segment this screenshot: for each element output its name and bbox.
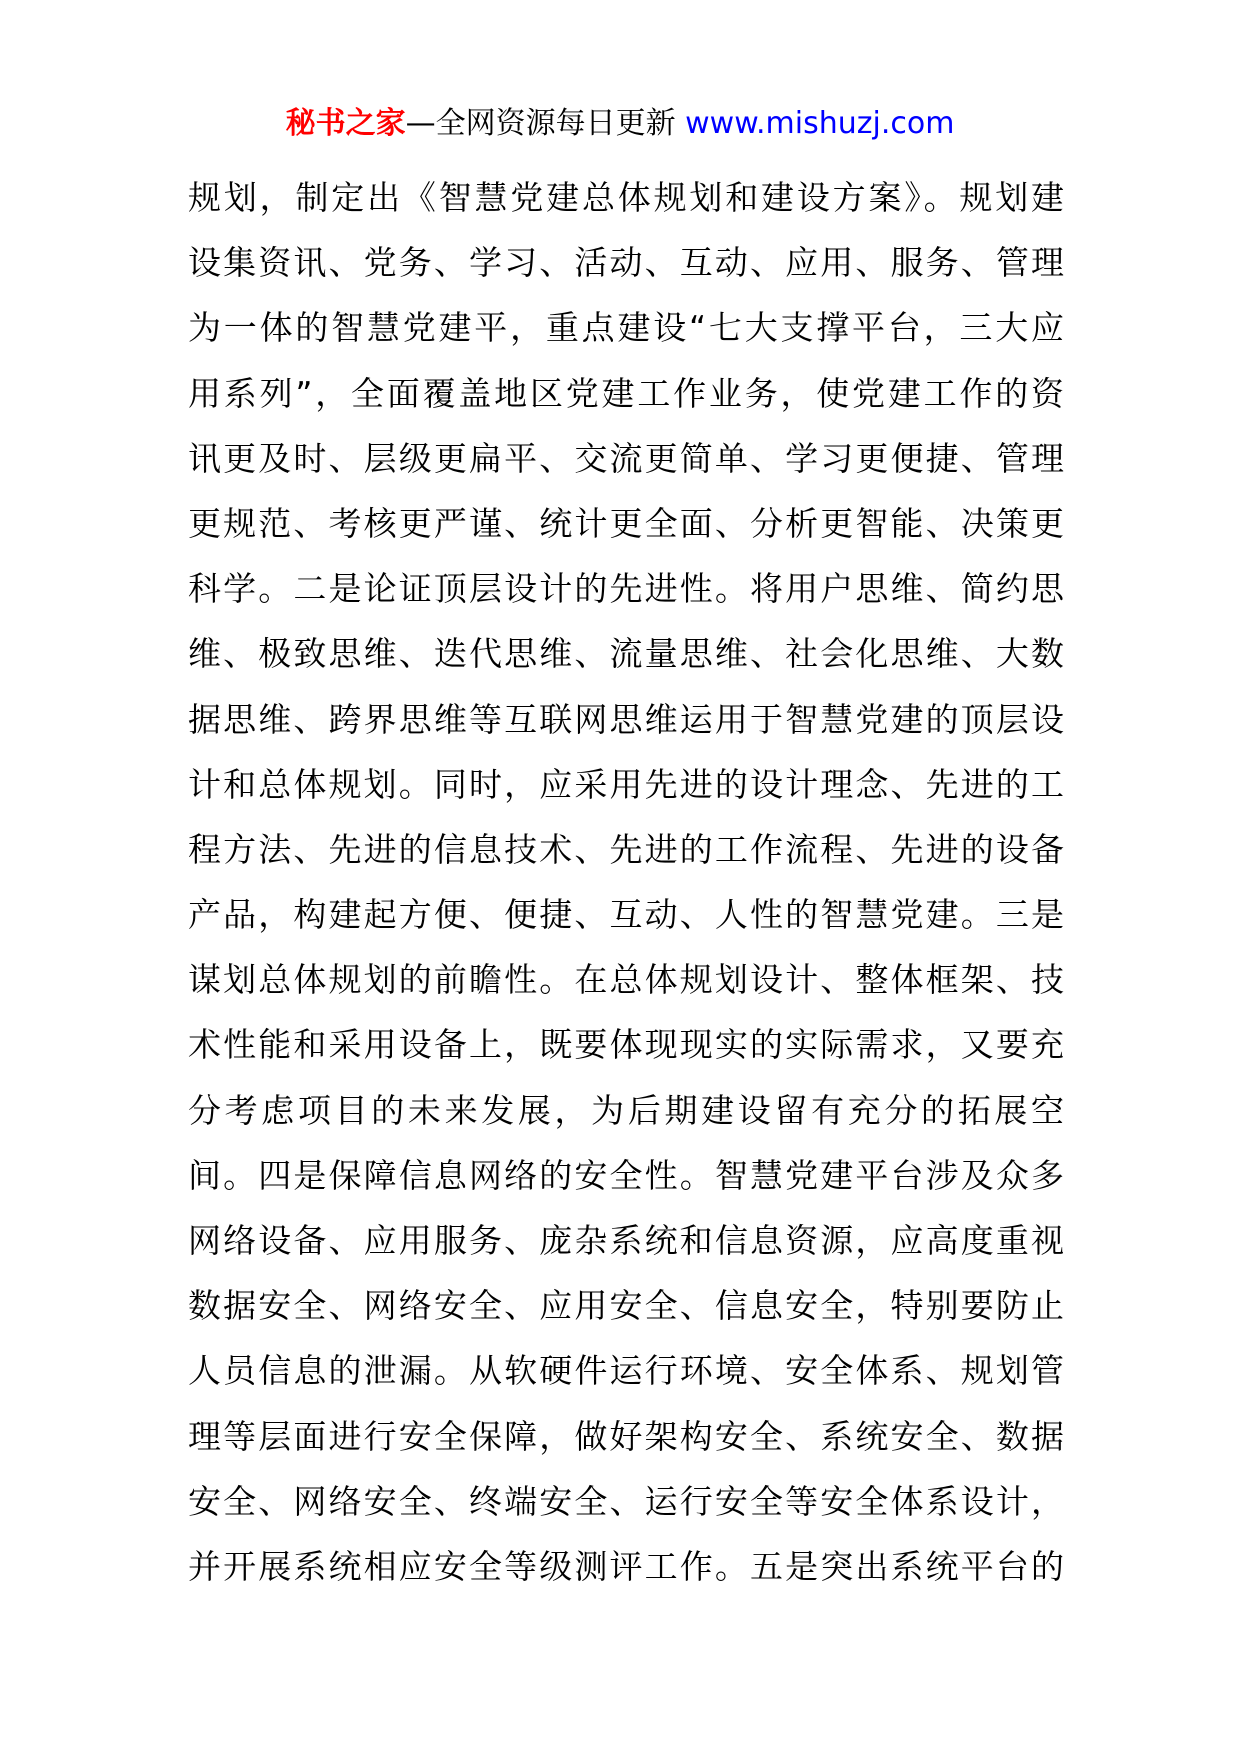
- header-tagline: —全网资源每日更新: [405, 106, 686, 141]
- text-line: 并开展系统相应安全等级测评工作。五是突出系统平台的: [188, 1546, 1064, 1586]
- text-line: 用系列”，全面覆盖地区党建工作业务，使党建工作的资: [188, 373, 1064, 413]
- document-body: [188, 165, 1064, 1599]
- text-line: 分考虑项目的未来发展，为后期建设留有充分的拓展空: [188, 1090, 1064, 1130]
- page-header: [0, 104, 1240, 144]
- text-line: 设集资讯、党务、学习、活动、互动、应用、服务、管理: [188, 243, 1064, 283]
- text-line: 人员信息的泄漏。从软硬件运行环境、安全体系、规划管: [188, 1351, 1064, 1391]
- brand-name: 秘书之家: [285, 106, 406, 141]
- text-line: 网络设备、应用服务、庞杂系统和信息资源，应高度重视: [188, 1221, 1064, 1260]
- site-url-link[interactable]: www.mishuzj.com: [685, 106, 955, 141]
- text-line: 科学。二是论证顶层设计的先进性。将用户思维、简约思: [188, 569, 1064, 609]
- text-line: 计和总体规划。同时，应采用先进的设计理念、先进的工: [188, 764, 1064, 804]
- text-line: 程方法、先进的信息技术、先进的工作流程、先进的设备: [188, 829, 1064, 869]
- text-line: 更规范、考核更严谨、统计更全面、分析更智能、决策更: [188, 503, 1064, 543]
- text-line: 规划，制定出《智慧党建总体规划和建设方案》。规划建: [188, 178, 1064, 217]
- text-line: 据思维、跨界思维等互联网思维运用于智慧党建的顶层设: [188, 699, 1064, 739]
- text-line: 数据安全、网络安全、应用安全、信息安全，特别要防止: [188, 1286, 1064, 1326]
- text-line: 维、极致思维、迭代思维、流量思维、社会化思维、大数: [188, 634, 1064, 674]
- text-line: 理等层面进行安全保障，做好架构安全、系统安全、数据: [188, 1416, 1064, 1456]
- text-line: 为一体的智慧党建平，重点建设“七大支撑平台，三大应: [188, 308, 1064, 348]
- text-line: 谋划总体规划的前瞻性。在总体规划设计、整体框架、技: [188, 960, 1064, 1000]
- text-line: 术性能和采用设备上，既要体现现实的实际需求，又要充: [188, 1025, 1064, 1065]
- text-line: 安全、网络安全、终端安全、运行安全等安全体系设计，: [188, 1481, 1064, 1521]
- text-line: 间。四是保障信息网络的安全性。智慧党建平台涉及众多: [188, 1155, 1064, 1195]
- text-line: 产品，构建起方便、便捷、互动、人性的智慧党建。三是: [188, 895, 1064, 935]
- text-line: 讯更及时、层级更扁平、交流更简单、学习更便捷、管理: [188, 438, 1064, 478]
